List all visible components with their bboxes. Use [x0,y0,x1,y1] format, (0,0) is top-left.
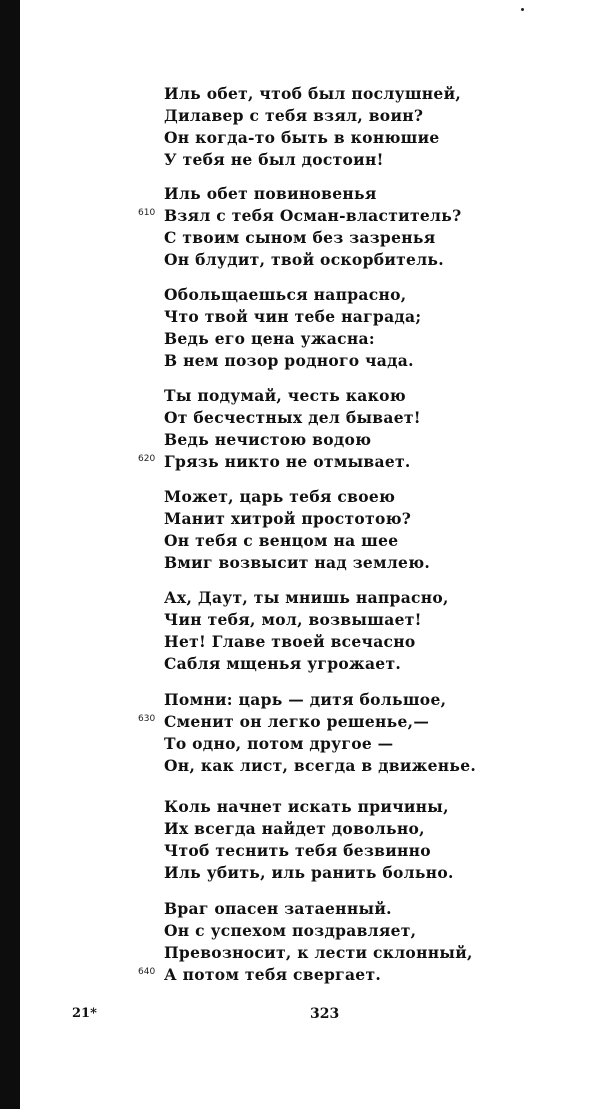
poem-line: С твоим сыном без зазренья [164,228,436,247]
poem-line: Превозносит, к лести склонный, [164,943,473,962]
poem-line: Помни: царь — дитя большое, [164,690,447,709]
poem-line: Он тебя с венцом на шее [164,531,399,550]
poem-line: Манит хитрой простотою? [164,509,412,528]
poem-line: Он когда-то быть в конюшие [164,128,440,147]
poem-line: Коль начнет искать причины, [164,797,449,816]
poem-line: Ведь его цена ужасна: [164,329,375,348]
poem-line: У тебя не был достоин! [164,150,384,169]
poem-line: Что твой чин тебе награда; [164,307,422,326]
poem-line: Он, как лист, всегда в движенье. [164,756,477,775]
poem-line: Иль обет повиновенья [164,184,377,203]
poem-line: Может, царь тебя своею [164,487,396,506]
poem-line: Он с успехом поздравляет, [164,921,417,940]
line-number: 630 [138,714,156,724]
poem-line: Ведь нечистою водою [164,430,372,449]
poem-line: Он блудит, твой оскорбитель. [164,250,444,269]
poem-line: Грязь никто не отмывает. [164,452,411,471]
poem-line: Вмиг возвысит над землею. [164,553,431,572]
poem-line: Иль обет, чтоб был послушней, [164,84,462,103]
poem-line: Ты подумай, честь какою [164,386,406,405]
poem-line: То одно, потом другое — [164,734,394,753]
poem-line: Сменит он легко решенье,— [164,712,430,731]
poem-line: Чин тебя, мол, возвышает! [164,610,422,629]
poem-line: Их всегда найдет довольно, [164,819,425,838]
poem-line: В нем позор родного чада. [164,351,414,370]
poem-line: Ах, Даут, ты мнишь напрасно, [164,588,449,607]
poem-line: От бесчестных дел бывает! [164,408,421,427]
line-number: 610 [138,208,156,218]
line-number: 620 [138,454,156,464]
poem-line: Сабля мщенья угрожает. [164,654,402,673]
poem-line: А потом тебя свергает. [164,965,382,984]
printer-signature-mark: 21* [72,1006,97,1021]
poem-line: Чтоб теснить тебя безвинно [164,841,431,860]
poem-line: Нет! Главе твоей всечасно [164,632,416,651]
poem-line: Иль убить, иль ранить больно. [164,863,454,882]
poem-line: Взял с тебя Осман-властитель? [164,206,462,225]
line-number: 640 [138,967,156,977]
page-number: 323 [310,1006,340,1022]
poem-line: Обольщаешься напрасно, [164,285,407,304]
poem-line: Враг опасен затаенный. [164,899,392,918]
poem-line: Дилавер с тебя взял, воин? [164,106,424,125]
